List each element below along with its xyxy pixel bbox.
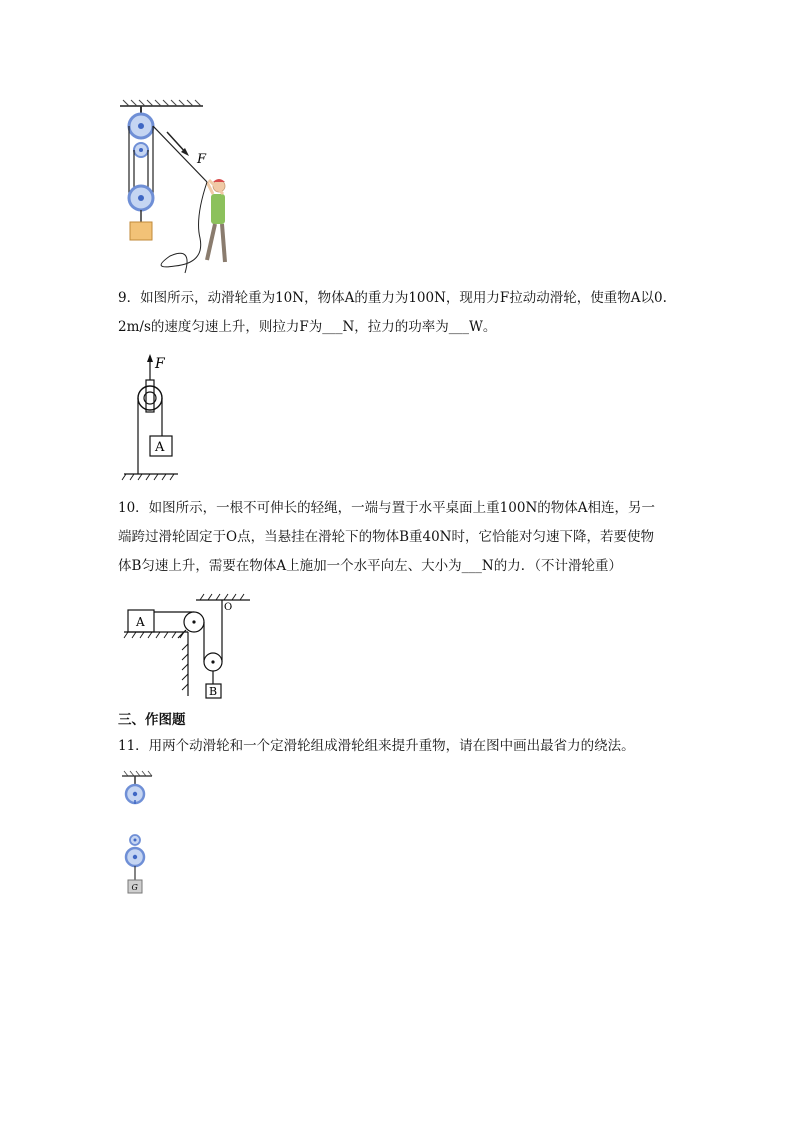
fig3-block-a-label: A: [136, 615, 145, 629]
fig1-force-label: F: [197, 152, 207, 167]
question-10-text: [118, 494, 678, 581]
question-9-text: [118, 284, 678, 342]
fig3-point-o-label: O: [224, 602, 233, 613]
q10-line-1: 10．如图所示，一根不可伸长的轻绳，一端与置于水平桌面上重100N的物体A相连，另一: [118, 500, 656, 516]
q10-line-2: 端跨过滑轮固定于O点，当悬挂在滑轮下的物体B重40N时，它恰能对匀速下降，若要使物: [118, 529, 654, 545]
q9-line-1: 9．如图所示，动滑轮重为10N，物体A的重力为100N，现用力F拉动动滑轮，使重物A以0.: [118, 290, 667, 306]
figure-1-pulley-person: [115, 98, 245, 278]
fig3-block-b-label: B: [209, 685, 218, 698]
figure-3-table-pulley: [118, 592, 258, 702]
figure-4-pulley-set: [118, 770, 158, 898]
q10-line-3: 体B匀速上升，需要在物体A上施加一个水平向左、大小为___N的力．（不计滑轮重）: [118, 558, 622, 574]
question-11-text: [118, 732, 678, 761]
fig2-block-label: A: [155, 440, 165, 455]
section-drawing-title: 三、作图题: [118, 712, 186, 728]
fig2-force-label: F: [155, 356, 165, 372]
q11-line-1: 11．用两个动滑轮和一个定滑轮组成滑轮组来提升重物，请在图中画出最省力的绕法。: [118, 738, 635, 754]
q9-line-2: 2m/s的速度匀速上升，则拉力F为___N，拉力的功率为___W。: [118, 319, 497, 335]
fig4-weight-label: G: [131, 883, 138, 892]
figure-2-movable-pulley: [118, 352, 208, 482]
